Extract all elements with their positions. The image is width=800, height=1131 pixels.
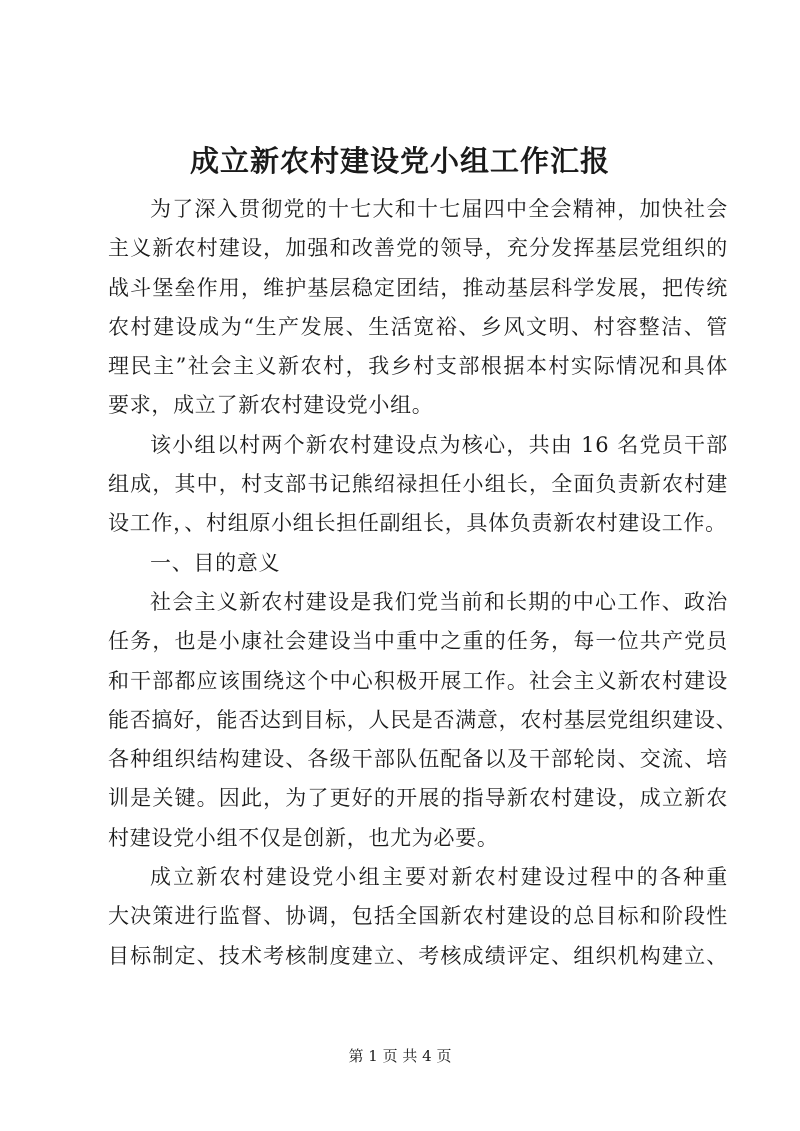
paragraph-line: 村建设党小组不仅是创新，也尤为必要。	[108, 825, 499, 850]
paragraph-line: 能否搞好，能否达到目标，人民是否满意，农村基层党组织建设、	[108, 707, 738, 732]
paragraph-line: 训是关键。因此，为了更好的开展的指导新农村建设，成立新农	[108, 786, 728, 811]
paragraph-line: 各种组织结构建设、各级干部队伍配备以及干部轮岗、交流、培	[108, 747, 728, 772]
page-footer: 第 1 页 共 4 页	[348, 1047, 452, 1065]
paragraph-line: 任务，也是小康社会建设当中重中之重的任务，每一位共产党员	[108, 629, 728, 654]
section-heading: 一、目的意义	[150, 550, 281, 575]
paragraph-line: 该小组以村两个新农村建设点为核心，共由 16 名党员干部	[150, 432, 728, 457]
paragraph-line: 理民主”社会主义新农村，我乡村支部根据本村实际情况和具体	[108, 354, 728, 379]
paragraph-line: 大决策进行监督、协调，包括全国新农村建设的总目标和阶段性	[108, 904, 728, 929]
paragraph-line: 社会主义新农村建设是我们党当前和长期的中心工作、政治	[150, 589, 728, 614]
paragraph-line: 农村建设成为“生产发展、生活宽裕、乡风文明、村容整洁、管	[108, 314, 728, 339]
paragraph-line: 和干部都应该围绕这个中心积极开展工作。社会主义新农村建设	[108, 668, 728, 693]
paragraph-line: 成立新农村建设党小组主要对新农村建设过程中的各种重	[150, 865, 728, 890]
paragraph-line: 为了深入贯彻党的十七大和十七届四中全会精神，加快社会	[150, 197, 728, 221]
paragraph-line: 主义新农村建设，加强和改善党的领导，充分发挥基层党组织的	[108, 236, 728, 261]
paragraph-line: 要求，成立了新农村建设党小组。	[108, 393, 434, 418]
document-title: 成立新农村建设党小组工作汇报	[189, 144, 610, 178]
document-body	[108, 190, 738, 976]
paragraph-line: 战斗堡垒作用，维护基层稳定团结，推动基层科学发展，把传统	[108, 275, 728, 300]
paragraph-line: 设工作，、村组原小组长担任副组长，具体负责新农村建设工作。	[108, 511, 727, 536]
paragraph-line: 组成，其中，村支部书记熊绍禄担任小组长，全面负责新农村建	[108, 472, 728, 497]
paragraph-line: 目标制定、技术考核制度建立、考核成绩评定、组织机构建立、	[108, 943, 728, 968]
